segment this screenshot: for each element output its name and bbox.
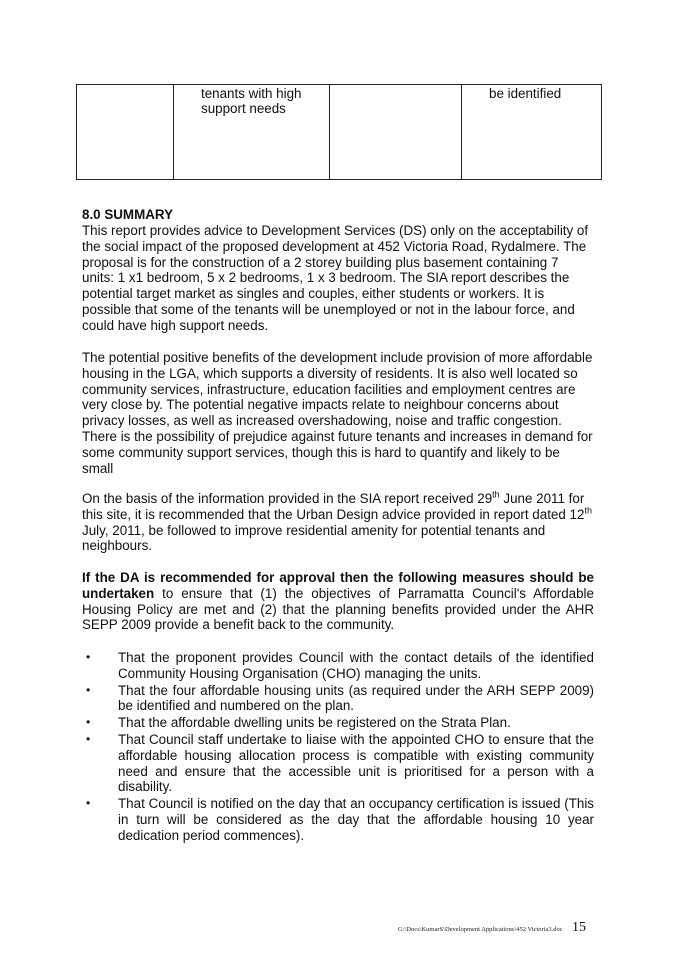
list-item-text: That Council staff undertake to liaise with the appointed CHO to ensure that the affordable housing allocation process is compatible with existing community need and ensure that the accessible unit is prioritised for a person with a disability.: [118, 731, 594, 795]
measures-list: [82, 650, 594, 845]
list-item: [82, 796, 594, 843]
continuation-table: [76, 84, 602, 180]
bullet-icon: •: [86, 682, 91, 697]
summary-paragraph-4: If the DA is recommended for approval then the following measures should be undertaken to ensure that (1) the objectives of Parramatta Council's Affordable Housing Policy are met and (2) that the planning benefits provided under the AHR SEPP 2009 provide a benefit back to the community.: [82, 570, 594, 633]
bullet-icon: •: [86, 650, 91, 664]
list-item: [82, 732, 594, 795]
bullet-icon: •: [86, 796, 91, 811]
bullet-icon: •: [86, 715, 91, 730]
list-item-text: That Council is notified on the day that an occupancy certification is issued (This in turn will be considered as the day that the affordable housing 10 year dedication period commences).: [118, 796, 594, 843]
bullet-icon: •: [86, 731, 91, 746]
summary-paragraph-1: This report provides advice to Development Services (DS) only on the acceptability of the social impact of the proposed development at 452 Victoria Road, Rydalmere. The proposal is for the construction of a 2 storey building plus basement containing 7 units: 1 x1 bedroom, 5 x 2 bedrooms, 1 x 3 bedroom. The SIA report describes the potential target market as singles and couples, either students or workers. It is possible that some of the tenants will be unemployed or not in the labour force, and could have high support needs.: [82, 223, 589, 333]
list-item-text: That the affordable dwelling units be registered on the Strata Plan.: [118, 715, 511, 731]
list-item: [82, 650, 594, 682]
footer-file-path: G:\Docs\KumarS\Development Applications\452 Victoria3.doc: [398, 926, 563, 933]
table-cell-3: [330, 85, 462, 180]
cell-text-identified: be identified: [489, 86, 562, 101]
list-item-text: That the proponent provides Council with the contact details of the identified Community Housing Organisation (CHO) managing the units.: [118, 650, 594, 681]
table-row: [77, 85, 602, 180]
table-cell-2: [174, 85, 330, 180]
summary-paragraph-3: On the basis of the information provided in the SIA report received 29th June 2011 for this site, it is recommended that the Urban Design advice provided in report dated 12th July, 2011, be followed to improve residential amenity for potential tenants and neighbours.: [82, 489, 592, 554]
section-heading: 8.0 SUMMARY: [82, 207, 174, 222]
summary-paragraph-2: The potential positive benefits of the development include provision of more affordable housing in the LGA, which supports a diversity of residents. It is also well located so community services, infrastructure, education facilities and employment centres are very close by. The potential negative impacts relate to neighbour concerns about privacy losses, as well as increased overshadowing, noise and traffic congestion. There is the possibility of prejudice against future tenants and increases in demand for some community support services, though this is hard to quantify and likely to be small: [82, 350, 593, 476]
table-cell-1: [77, 85, 174, 180]
list-item: [82, 715, 594, 731]
cell-text-tenants: tenants with high support needs: [201, 86, 302, 116]
recommendation-bold: If the DA is recommended for approval then the following measures should be undertaken: [82, 570, 594, 601]
page-number: 15: [572, 920, 586, 935]
list-item-text: That the four affordable housing units (as required under the ARH SEPP 2009) be identified and numbered on the plan.: [118, 682, 594, 714]
list-item: [82, 683, 594, 715]
table-cell-4: [462, 85, 602, 180]
